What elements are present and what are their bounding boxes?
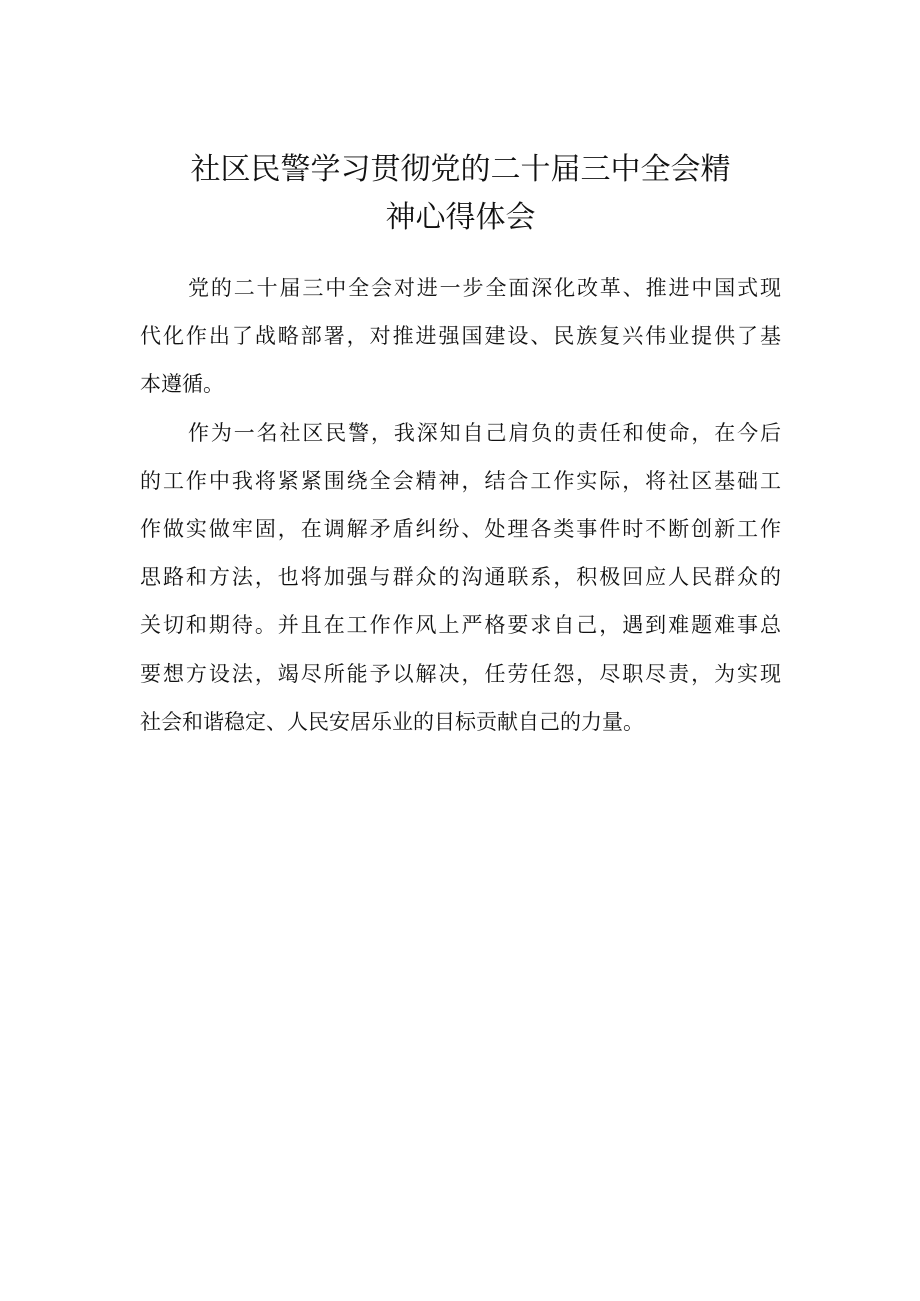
paragraph-line: 思路和方法，也将加强与群众的沟通联系，积极回应人民群众的 xyxy=(140,565,781,590)
paragraph-line: 代化作出了战略部署，对推进强国建设、民族复兴伟业提供了基 xyxy=(140,324,781,349)
paragraph-line: 党的二十届三中全会对进一步全面深化改革、推进中国式现 xyxy=(188,276,781,300)
paragraph-line: 本遵循。 xyxy=(140,372,224,397)
paragraph-line: 社会和谐稳定、人民安居乐业的目标贡献自己的力量。 xyxy=(140,709,644,734)
paragraph-line: 作为一名社区民警，我深知自己肩负的责任和使命，在今后 xyxy=(188,420,781,445)
paragraph-line: 作做实做牢固，在调解矛盾纠纷、处理各类事件时不断创新工作 xyxy=(140,516,781,541)
title-line: 社区民警学习贯彻党的二十届三中全会精 xyxy=(190,152,731,187)
paragraph xyxy=(140,409,781,746)
paragraph-line: 的工作中我将紧紧围绕全会精神，结合工作实际，将社区基础工 xyxy=(140,468,781,493)
document-title xyxy=(140,146,781,242)
paragraph-line: 要想方设法，竭尽所能予以解决，任劳任怨，尽职尽责，为实现 xyxy=(140,661,781,686)
document-body xyxy=(140,264,781,746)
title-line: 神心得体会 xyxy=(385,200,536,235)
paragraph-line: 关切和期待。并且在工作作风上严格要求自己，遇到难题难事总 xyxy=(140,613,781,638)
paragraph xyxy=(140,264,781,409)
